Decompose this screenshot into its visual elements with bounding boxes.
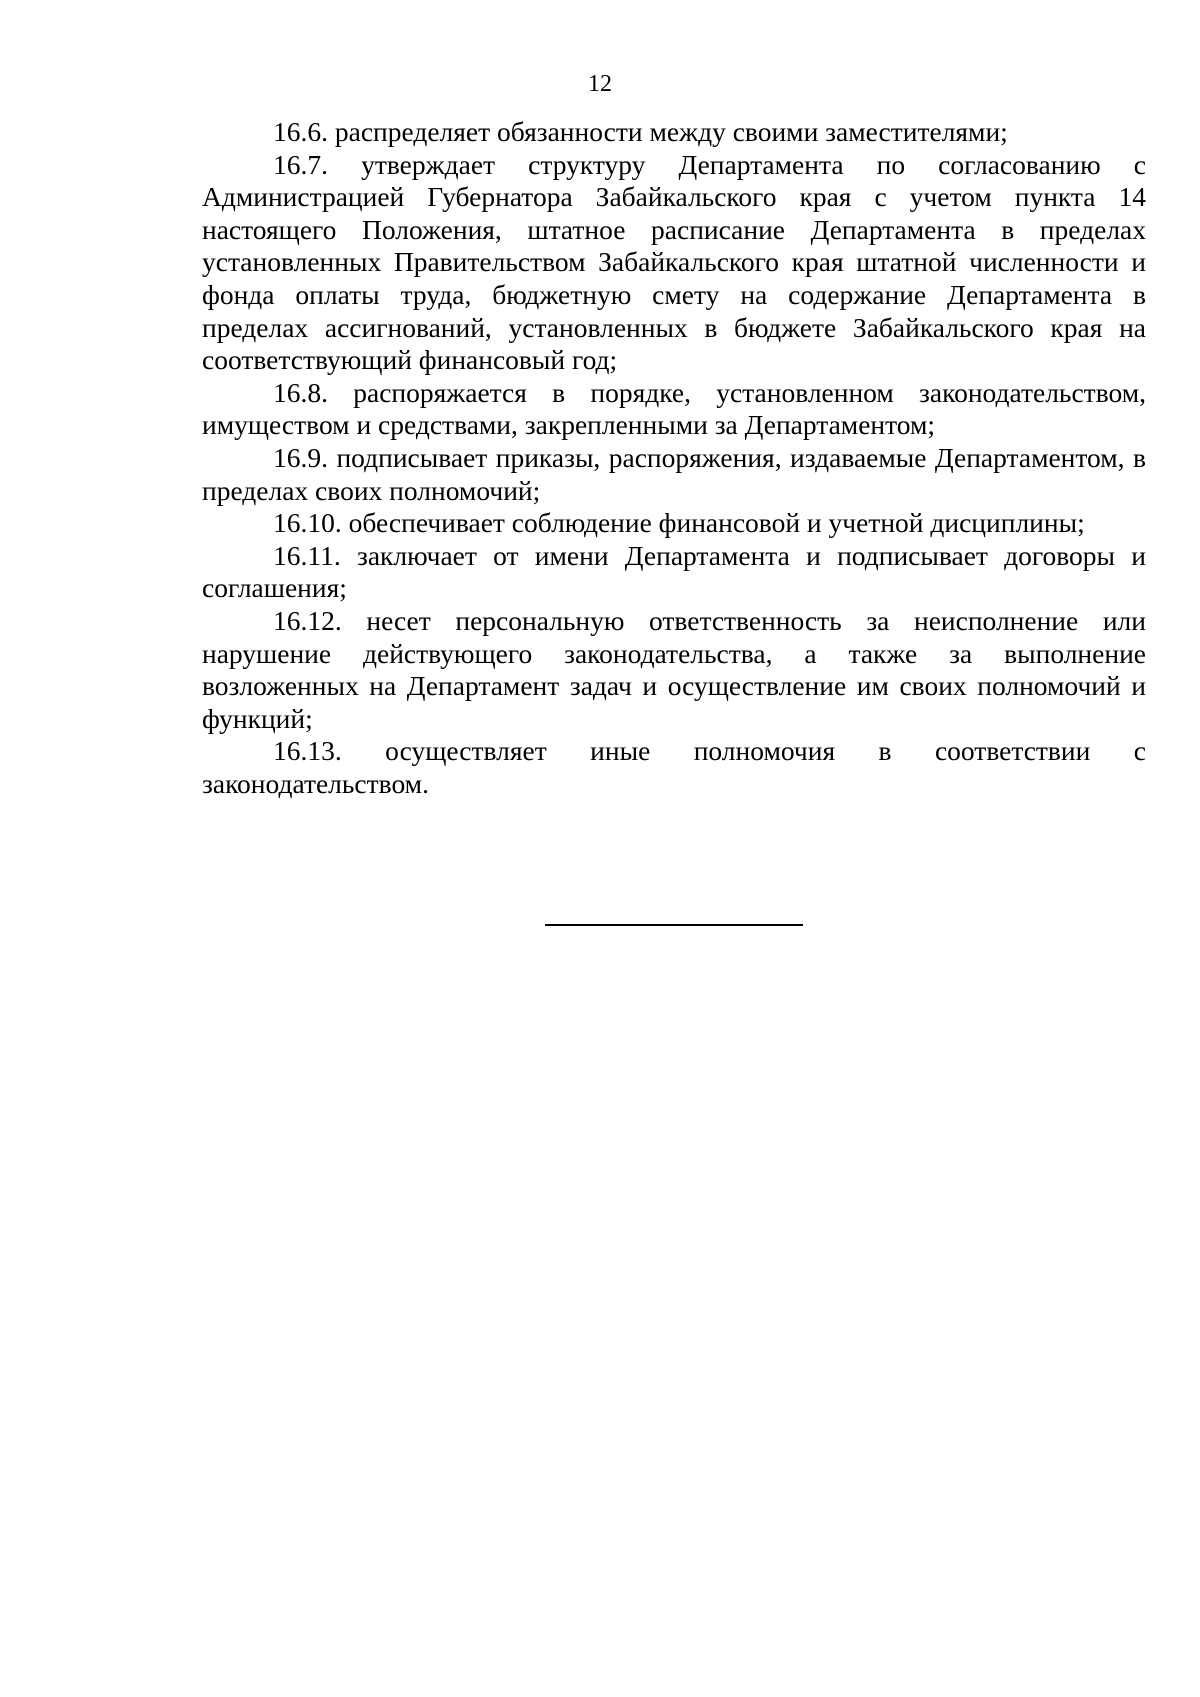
paragraph-16-8: 16.8. распоряжается в порядке, установленном законодательством, имуществом и средствами, закрепленными за Департаментом; <box>202 376 1146 441</box>
page-number: 12 <box>588 71 612 97</box>
end-of-document-divider <box>545 924 803 926</box>
paragraph-16-9: 16.9. подписывает приказы, распоряжения, издаваемые Департаментом, в пределах своих полномочий; <box>202 441 1146 506</box>
paragraph-16-6: 16.6. распределяет обязанности между своими заместителями; <box>273 116 1008 147</box>
document-body <box>202 116 1146 800</box>
paragraph-16-10: 16.10. обеспечивает соблюдение финансовой и учетной дисциплины; <box>273 507 1085 539</box>
paragraph-16-11: 16.11. заключает от имени Департамента и подписывает договоры и соглашения; <box>202 539 1146 604</box>
paragraph-16-12: 16.12. несет персональную ответственность за неисполнение или нарушение действующего законодательства, а также за выполнение возложенных на Департамент задач и осуществление им своих полномочий и функций; <box>202 604 1146 734</box>
paragraph-16-7: 16.7. утверждает структуру Департамента по согласованию с Администрацией Губернатора Забайкальского края с учетом пункта 14 настоящего Положения, штатное расписание Департамента в пределах установленных Правительством Забайкальского края штатной численности и фонда оплаты труда, бюджетную смету на содержание Департамента в пределах ассигнований, установленных в бюджете Забайкальского края на соответствующий финансовый год; <box>202 148 1146 376</box>
paragraph-16-13: 16.13. осуществляет иные полномочия в соответствии с законодательством. <box>202 735 1146 799</box>
